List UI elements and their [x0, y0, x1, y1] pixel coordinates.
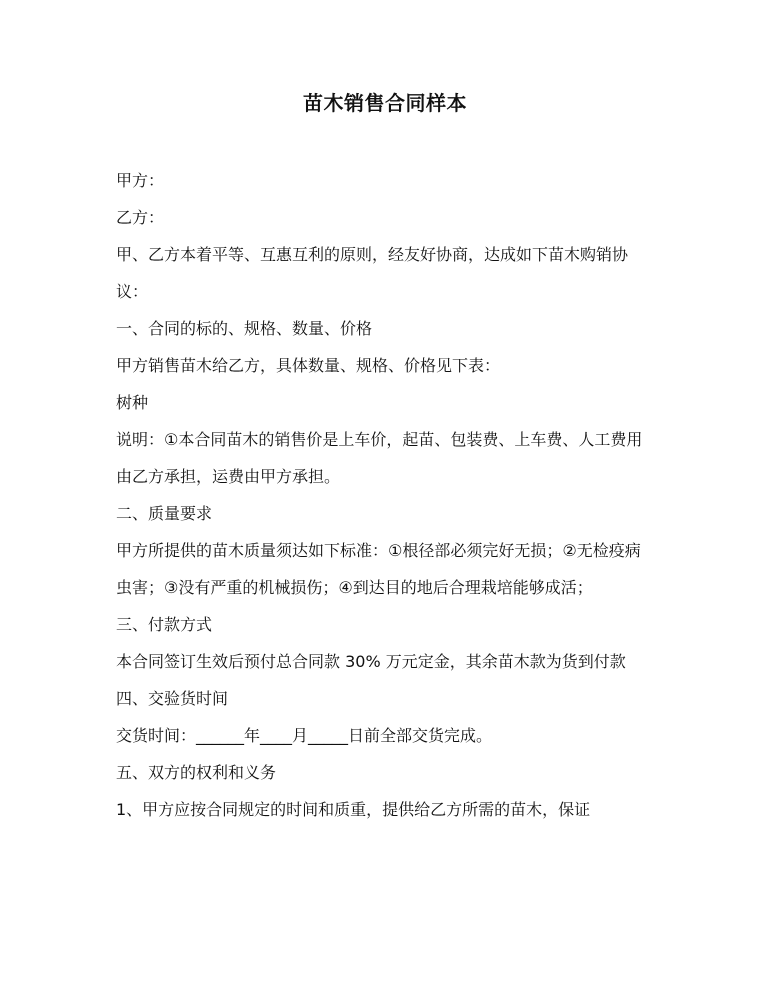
quality-paragraph: 甲方所提供的苗木质量须达如下标准：①根径部必须完好无损；②无检疫病虫害；③没有严重的机械损伤；④到达目的地后合理栽培能够成活；: [116, 541, 641, 597]
section-heading-3: 三、付款方式: [116, 615, 213, 634]
price-note-paragraph: 说明：①本合同苗木的销售价是上车价，起苗、包装费、上车费、人工费用由乙方承担，运费由甲方承担。: [116, 430, 643, 486]
obligation-paragraph-1: 1、甲方应按合同规定的时间和质重，提供给乙方所需的苗木，保证: [116, 800, 591, 819]
section-heading-5: 五、双方的权利和义务: [116, 763, 277, 782]
section-heading-1: 一、合同的标的、规格、数量、价格: [116, 319, 373, 338]
tree-species-label: 树种: [116, 393, 149, 412]
party-a-line: 甲方：: [116, 171, 165, 190]
section-heading-4: 四、交验货时间: [116, 689, 229, 708]
section-heading-2: 二、质量要求: [116, 504, 213, 523]
document-title: 苗木销售合同样本: [303, 91, 467, 115]
section-1-paragraph: 甲方销售苗木给乙方，具体数量、规格、价格见下表：: [116, 356, 501, 375]
party-b-line: 乙方：: [116, 208, 165, 227]
preamble-paragraph: 甲、乙方本着平等、互惠互利的原则，经友好协商，达成如下苗木购销协议：: [116, 245, 629, 301]
delivery-paragraph: 交货时间：______年____月_____日前全部交货完成。: [116, 726, 493, 745]
payment-paragraph: 本合同签订生效后预付总合同款 30% 万元定金，其余苗木款为货到付款: [116, 652, 626, 671]
document-body: [116, 162, 656, 828]
